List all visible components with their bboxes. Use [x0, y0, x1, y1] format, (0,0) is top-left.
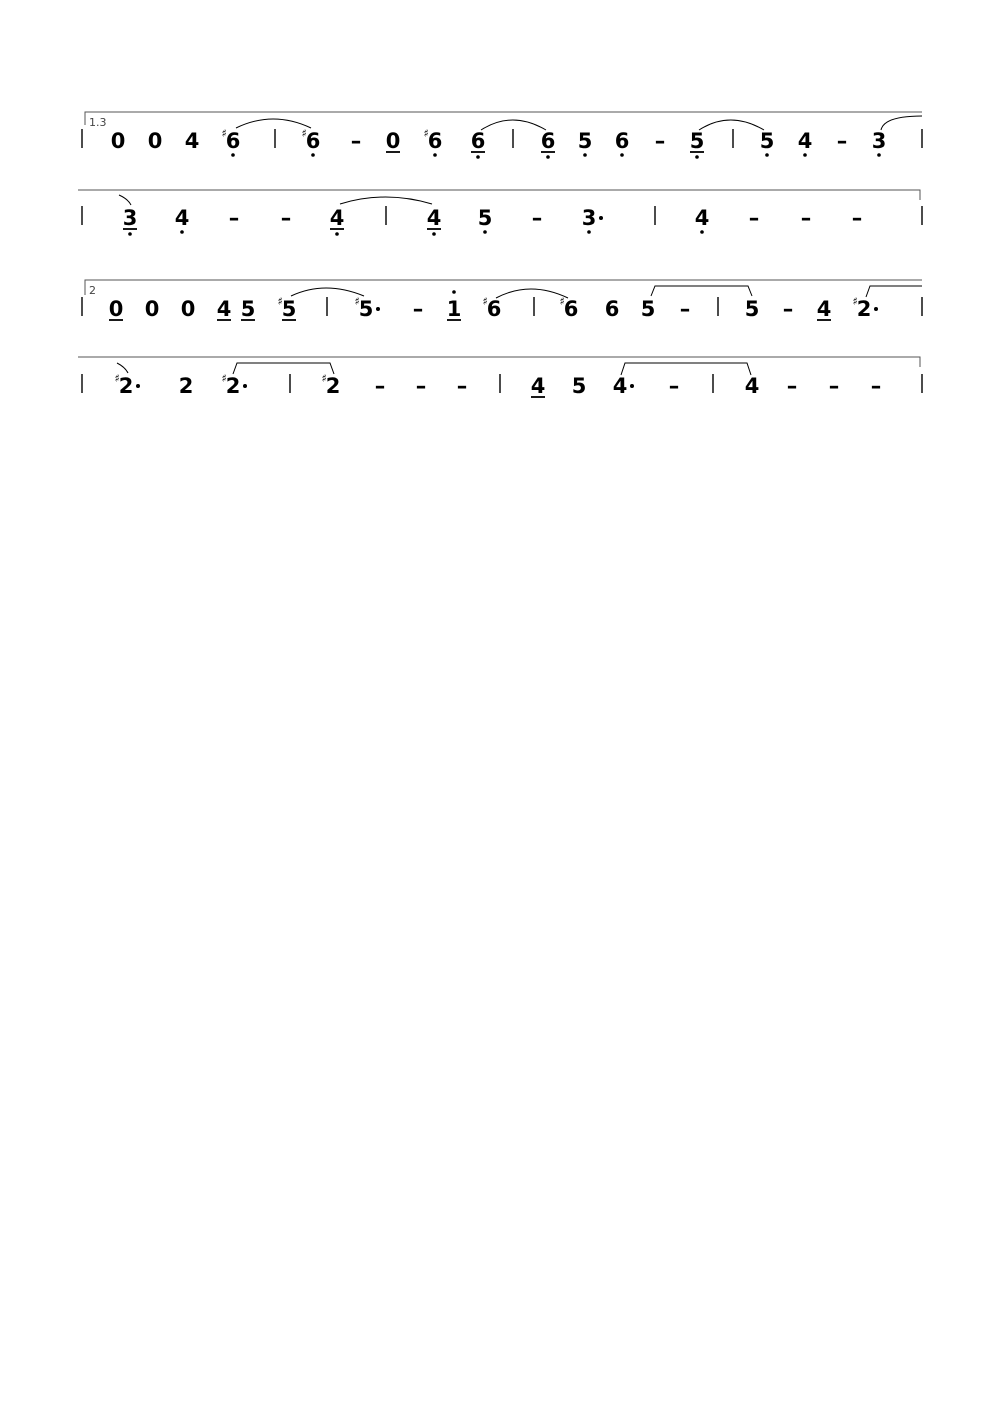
note-digit: 0	[180, 297, 196, 321]
tie	[291, 288, 364, 296]
note-digit: 4	[530, 374, 546, 398]
dot-below	[587, 230, 591, 234]
note-digit: 5	[240, 297, 256, 321]
note-digit: 0	[108, 297, 124, 321]
augmentation-dot	[376, 307, 380, 311]
note-digit: 5	[577, 129, 593, 153]
sharp-sign: ♯	[559, 295, 565, 308]
note-digit: 5	[281, 297, 297, 321]
note-digit: 4	[816, 297, 832, 321]
note-digit: 5	[744, 297, 760, 321]
note-digit: 6	[604, 297, 620, 321]
dot-below	[700, 230, 704, 234]
note-digit: 4	[797, 129, 813, 153]
note-digit: 3	[581, 206, 597, 230]
volta-bracket-1	[85, 112, 922, 125]
note-digit: 4	[744, 374, 760, 398]
dot-below	[483, 230, 487, 234]
dash: –	[412, 297, 424, 321]
dash: –	[748, 206, 760, 230]
note-digit: 0	[147, 129, 163, 153]
dash: –	[800, 206, 812, 230]
tie	[119, 195, 131, 205]
note-digit: 6	[486, 297, 502, 321]
volta-bracket-2-end	[78, 357, 920, 367]
dot-below	[877, 153, 881, 157]
dash: –	[654, 129, 666, 153]
note-digit: 3	[871, 129, 887, 153]
note-digit: 0	[144, 297, 160, 321]
sharp-sign: ♯	[852, 295, 858, 308]
dot-below	[546, 155, 550, 159]
note-digit: 2	[225, 374, 241, 398]
note-digit: 0	[385, 129, 401, 153]
dash: –	[851, 206, 863, 230]
note-digit: 6	[470, 129, 486, 153]
dash: –	[456, 374, 468, 398]
note-digit: 6	[614, 129, 630, 153]
tie	[866, 286, 922, 297]
note-digit: 5	[358, 297, 374, 321]
note-digit: 5	[571, 374, 587, 398]
note-digit: 0	[110, 129, 126, 153]
dot-above	[452, 290, 456, 294]
tie	[236, 119, 311, 128]
volta-bracket-1-end	[78, 190, 920, 200]
note-digit: 6	[563, 297, 579, 321]
dot-below	[433, 153, 437, 157]
sharp-sign: ♯	[114, 372, 120, 385]
augmentation-dot	[874, 307, 878, 311]
sharp-sign: ♯	[277, 295, 283, 308]
augmentation-dot	[599, 216, 603, 220]
note-digit: 5	[759, 129, 775, 153]
dash: –	[350, 129, 362, 153]
dot-below	[335, 232, 339, 236]
dash: –	[786, 374, 798, 398]
note-digit: 4	[612, 374, 628, 398]
note-digit: 4	[694, 206, 710, 230]
note-digit: 1	[446, 297, 462, 321]
dot-below	[128, 232, 132, 236]
augmentation-dot	[630, 384, 634, 388]
dot-below	[180, 230, 184, 234]
note-digit: 2	[856, 297, 872, 321]
volta-label-2: 2	[89, 284, 96, 297]
dash: –	[228, 206, 240, 230]
dot-below	[583, 153, 587, 157]
dot-below	[231, 153, 235, 157]
sharp-sign: ♯	[423, 127, 429, 140]
dash: –	[374, 374, 386, 398]
note-digit: 4	[184, 129, 200, 153]
dash: –	[828, 374, 840, 398]
note-digit: 6	[427, 129, 443, 153]
note-digit: 5	[640, 297, 656, 321]
dot-below	[432, 232, 436, 236]
note-digit: 2	[178, 374, 194, 398]
augmentation-dot	[243, 384, 247, 388]
note-digit: 4	[329, 206, 345, 230]
sharp-sign: ♯	[321, 372, 327, 385]
tie	[881, 116, 922, 130]
dash: –	[870, 374, 882, 398]
sharp-sign: ♯	[221, 372, 227, 385]
dot-below	[476, 155, 480, 159]
tie	[621, 363, 751, 375]
note-digit: 6	[225, 129, 241, 153]
note-digit: 4	[216, 297, 232, 321]
note-digit: 5	[477, 206, 493, 230]
dot-below	[803, 153, 807, 157]
dash: –	[679, 297, 691, 321]
sharp-sign: ♯	[301, 127, 307, 140]
augmentation-dot	[136, 384, 140, 388]
note-digit: 2	[325, 374, 341, 398]
tie	[233, 363, 334, 374]
dash: –	[415, 374, 427, 398]
dot-below	[765, 153, 769, 157]
dash: –	[531, 206, 543, 230]
note-digit: 4	[426, 206, 442, 230]
tie	[481, 120, 546, 130]
tie	[699, 120, 764, 130]
tie	[651, 286, 752, 296]
note-digit: 2	[118, 374, 134, 398]
dash: –	[280, 206, 292, 230]
dot-below	[311, 153, 315, 157]
dot-below	[620, 153, 624, 157]
volta-bracket-2	[85, 280, 922, 295]
tie	[496, 289, 568, 298]
tie	[340, 197, 432, 204]
dash: –	[782, 297, 794, 321]
sharp-sign: ♯	[221, 127, 227, 140]
note-digit: 4	[174, 206, 190, 230]
note-digit: 6	[540, 129, 556, 153]
sharp-sign: ♯	[354, 295, 360, 308]
volta-label-1: 1.3	[89, 116, 107, 129]
note-digit: 5	[689, 129, 705, 153]
dash: –	[836, 129, 848, 153]
note-digit: 6	[305, 129, 321, 153]
dash: –	[668, 374, 680, 398]
dot-below	[695, 155, 699, 159]
sharp-sign: ♯	[482, 295, 488, 308]
note-digit: 3	[122, 206, 138, 230]
